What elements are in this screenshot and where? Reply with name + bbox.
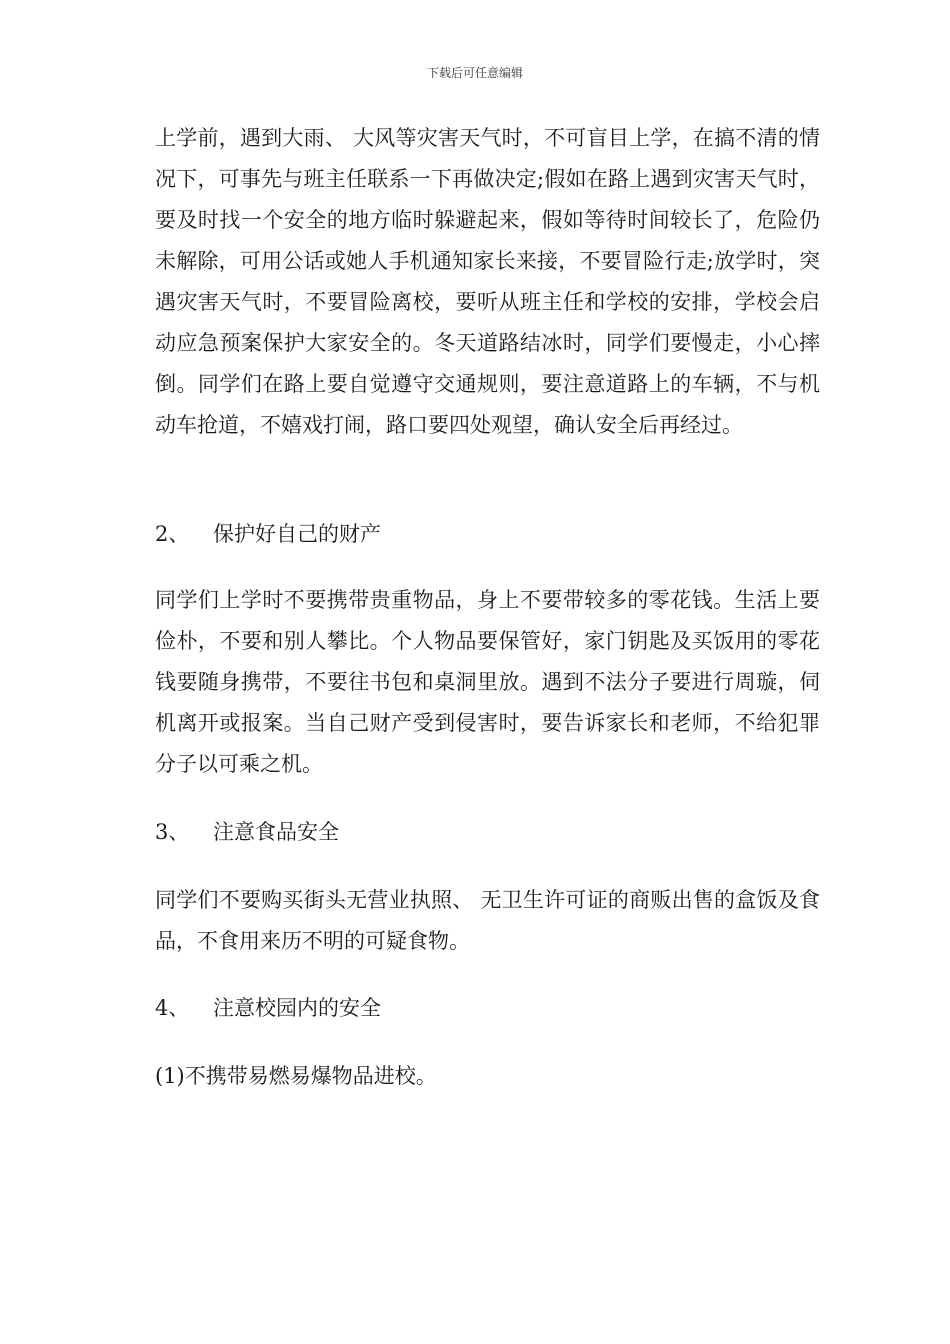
section-heading-4: [145, 988, 810, 1029]
section-title: 保护好自己的财产: [213, 522, 381, 546]
section-number: 3、: [155, 820, 190, 844]
list-item-1: (1)不携带易燃易爆物品进校。: [155, 1064, 437, 1088]
section-heading-2: [145, 514, 810, 555]
page-header-note: 下载后可任意编辑: [426, 66, 523, 80]
section-number: 4、: [155, 996, 190, 1020]
section-number: 2、: [155, 522, 190, 546]
paragraph-weather-safety: 上学前，遇到大雨、 大风等灾害天气时，不可盲目上学，在搞不清的情况下，可事先与班主任联系一下再做决定;假如在路上遇到灾害天气时，要及时找一个安全的地方临时躲避起来，假如等待时间较长了，危险仍未解除，可用公话或她人手机通知家长来接，不要冒险行走;放学时，突遇灾害天气时，不要冒险离校，要听从班主任和学校的安排，学校会启动应急预案保护大家安全的。冬天道路结冰时，同学们要慢走，小心摔倒。同学们在路上要自觉遵守交通规则，要注意道路上的车辆，不与机动车抢道，不嬉戏打闹，路口要四处观望，确认安全后再经过。: [155, 126, 820, 437]
paragraph-property-safety: 同学们上学时不要携带贵重物品，身上不要带较多的零花钱。生活上要俭朴，不要和别人攀比。个人物品要保管好，家门钥匙及买饭用的零花钱要随身携带，不要往书包和桌洞里放。遇到不法分子要进行周璇，伺机离开或报案。当自己财产受到侵害时，要告诉家长和老师，不给犯罪分子以可乘之机。: [155, 588, 820, 776]
paragraph-food-safety: 同学们不要购买街头无营业执照、 无卫生许可证的商贩出售的盒饭及食品，不食用来历不明的可疑食物。: [155, 888, 820, 953]
section-title: 注意食品安全: [213, 820, 339, 844]
section-heading-3: [145, 812, 810, 853]
section-title: 注意校园内的安全: [213, 996, 381, 1020]
